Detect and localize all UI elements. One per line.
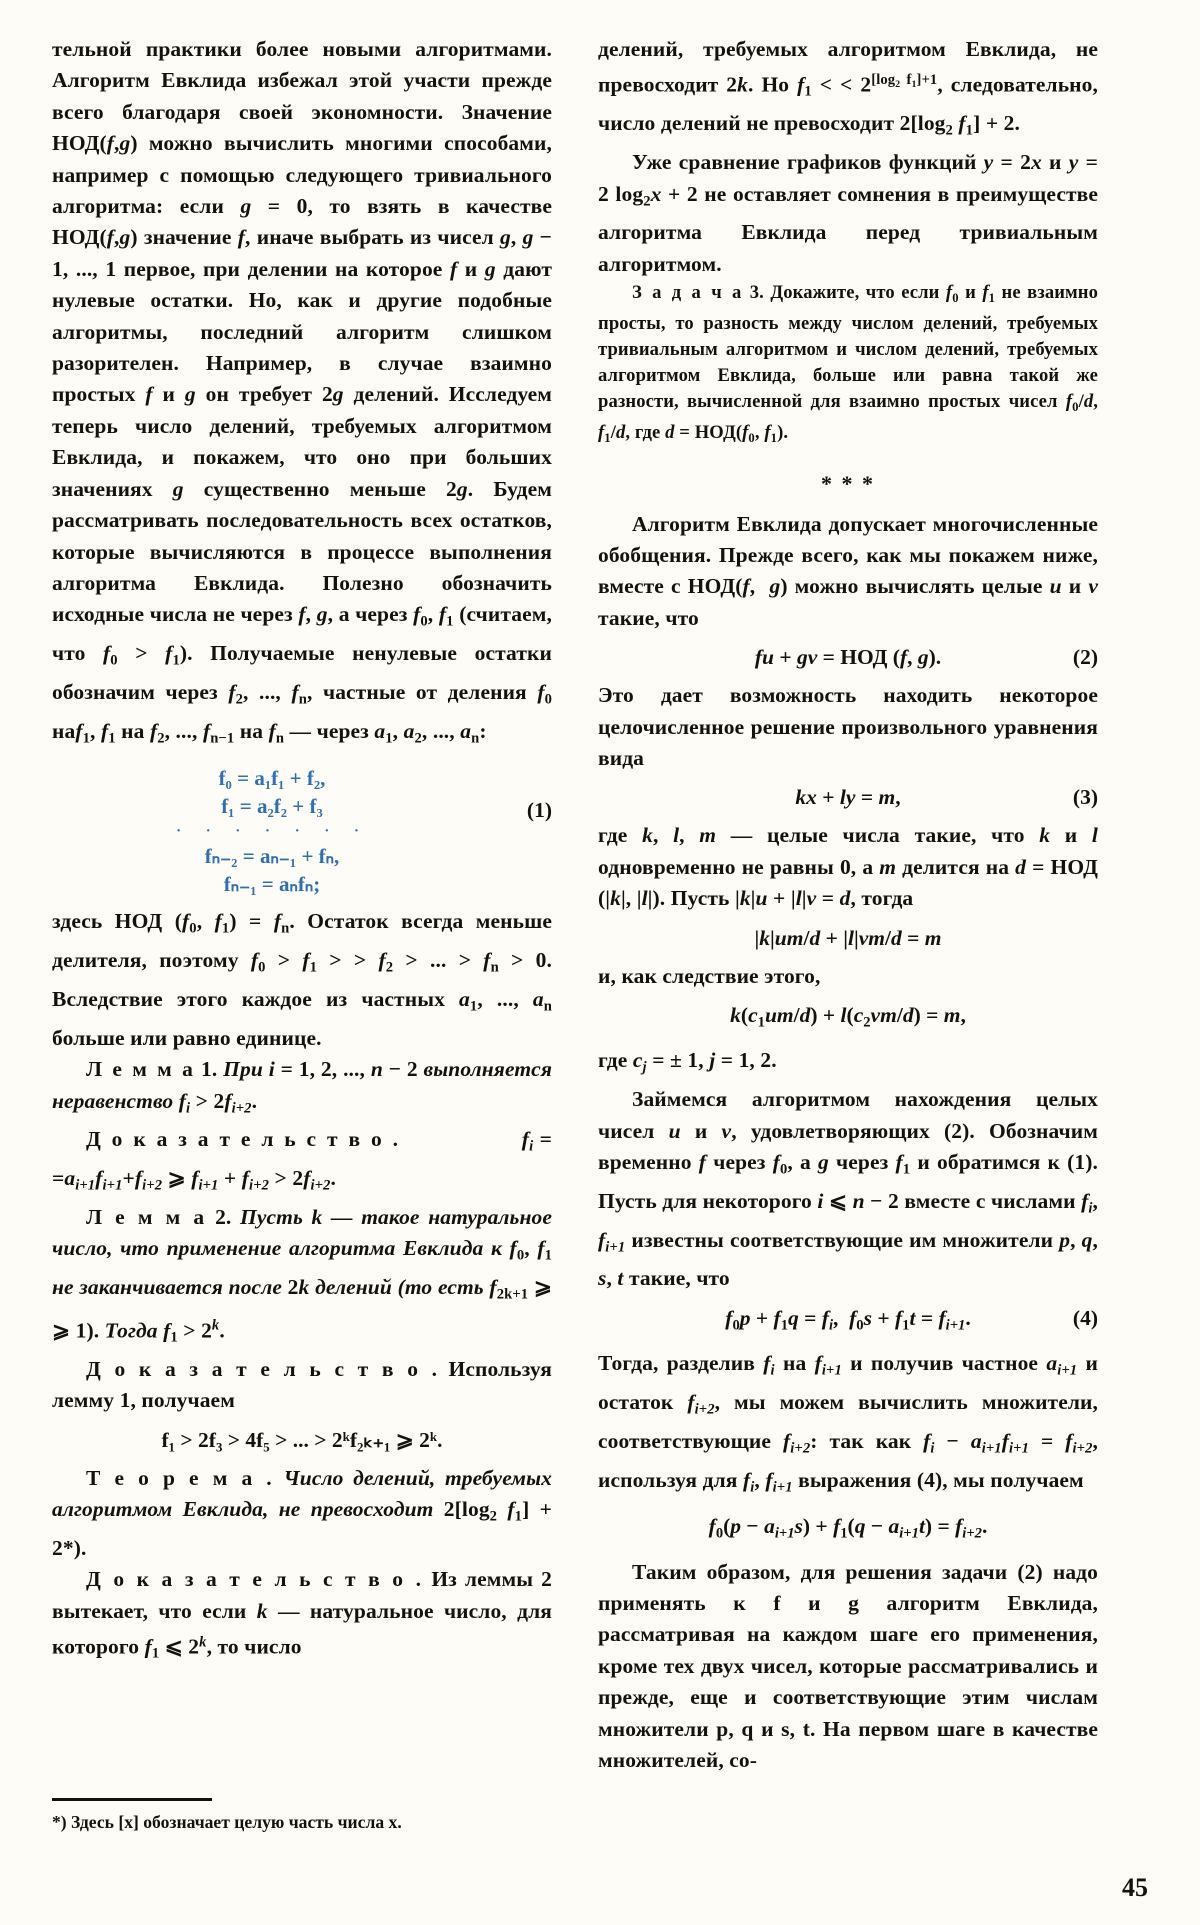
proof-2: Д о к а з а т е л ь с т в о . Используя лемму 1, получаем: [52, 1356, 552, 1413]
proof-3: Д о к а з а т е л ь с т в о . Из леммы 2 вытекает, что если k — натуральное число, для которого $f_1$ ⩽ 2$^k$, то число: [52, 1567, 552, 1662]
left-column: [52, 34, 552, 1834]
equation-line: f₁ = a₂f₂ + f₃: [221, 794, 323, 819]
task-3-label: З а д а ч а: [632, 282, 744, 304]
formula-6: [598, 1302, 1098, 1341]
formula-4-body: |k|um/d + |l|vm/d = m: [754, 925, 942, 950]
proof-3-label: Д о к а з а т е л ь с т в о .: [86, 1567, 424, 1592]
paragraph-graphs: Уже сравнение графиков функций y = 2x и y = 2 $\log_2x + 2$ не оставляет сомнения в преимуществе алгоритма Евклида перед тривиальным алгоритмом.: [598, 150, 1098, 276]
equation-ellipsis: · · · · · · ·: [175, 820, 369, 843]
page-number: 45: [1122, 1873, 1148, 1902]
lemma-1: Л е м м а 1. При i = 1, 2, ..., n − 2 выполняется неравенство $f_i > 2f_{i+2}$.: [52, 1057, 552, 1116]
paragraph-integer-solution: Это дает возможность находить некоторое целочисленное решение произвольного уравнения вида: [598, 683, 1098, 771]
lemma-1-label: Л е м м а: [86, 1057, 196, 1082]
formula-2: [598, 641, 1098, 673]
formula-7: [598, 1510, 1098, 1549]
equation-system-1: [52, 764, 552, 898]
section-separator: * * *: [821, 470, 875, 496]
paragraph-continuation: тельной практики более новыми алгоритмами. Алгоритм Евклида избежал этой участи прежде всего благодаря своей экономности. Значение НОД(f,g) можно вычислить многими способами, например с помощью следующего тривиального алгоритма: если g = 0, то взять в качестве НОД(f,g) значение f, иначе выбрать из чисел g, g − 1, ..., 1 первое, при делении на которое f и g дают нулевые остатки. Но, как и другие подобные алгоритмы, последний алгоритм слишком разорителен. Например, в случае взаимно простых f и g он требует 2g делений. Исследуем теперь число делений, требуемых алгоритмом Евклида, и покажем, что оно при больших значениях g существенно меньше 2g. Будем рассматривать последовательность всех остатков, которые вычисляются в процессе выполнения алгоритма Евклида. Полезно обозначить исходные числа не через f, g, а через $f_0$, $f_1$ (считаем, что $f_0 > f_1$). Получаемые ненулевые остатки обозначим через $f_2$, ..., $f_n$, частные от деления $f_0$ наf$_1$, $f_1$ на $f_2$, ..., $f_{n-1}$ на $f_n$ — через $a_1$, $a_2$, ..., $a_n$:: [52, 37, 553, 747]
formula-7-body: $f_0(p - a_{i+1}s) + f_1(q - a_{i+1}t) = f_{i+2}$.: [708, 1514, 988, 1542]
paragraph-conclusion: Таким образом, для решения задачи (2) надо применять к f и g алгоритм Евклида, рассматривая на каждом шаге его применения, кроме тех двух чисел, которые рассматривались и прежде, еще и соответствующие этим числам множители p, q и s, t. На первом шаге в качестве множителей, со-: [598, 1559, 1098, 1773]
equation-number: (1): [526, 798, 552, 823]
equation-line: fₙ₋₁ = aₙfₙ;: [223, 872, 321, 897]
footnote-rule: [52, 1798, 212, 1801]
formula-2-number: (2): [1072, 645, 1098, 670]
paragraph-cj: где $c_j$ = ± 1, j = 1, 2.: [598, 1048, 777, 1076]
equation-line: f₀ = a₁f₁ + f₂,: [218, 766, 326, 791]
two-column-layout: [52, 34, 1148, 1834]
formula-6-body: $f_0p + f_1q = f_i$, $f_0s + f_1t = f_{i+1}$.: [725, 1305, 971, 1334]
paragraph-conditions: где k, l, m — целые числа такие, что k и l одновременно не равны 0, а m делится на d = НОД (|k|, |l|). Пусть |k|u + |l|v = d, тогда: [598, 823, 1098, 911]
formula-2-body: fu + gv = НОД (f, g).: [754, 645, 942, 670]
formula-5: [598, 999, 1098, 1038]
paragraph-generalizations: Алгоритм Евклида допускает многочисленные обобщения. Прежде всего, как мы покажем ниже, вместе с НОД(f, g) можно вычислять целые u и v такие, что: [598, 511, 1098, 630]
proof-1: Д о к а з а т е л ь с т в о . $f_i = =a_{i+1}f_{i+1}+f_{i+2}$ ⩾ $f_{i+1} + f_{i+2} > 2f_{i+2}$.: [52, 1127, 552, 1194]
formula-4: [598, 922, 1098, 954]
formula-3: [598, 781, 1098, 813]
lemma-2-label: Л е м м а: [86, 1204, 207, 1229]
formula-6-number: (4): [1072, 1305, 1098, 1330]
paragraph-algorithm-search: Займемся алгоритмом нахождения целых чисел u и v, удовлетворяющих (2). Обозначим временно f через $f_0$, а g через $f_1$ и обратимся к (1). Пусть для некоторого i ⩽ n − 2 вместе с числами $f_i$, $f_{i+1}$ известны соответствующие им множители p, q, s, t такие, что: [598, 1087, 1098, 1291]
right-column: [598, 34, 1098, 1834]
task-3: З а д а ч а 3. Докажите, что если $f_0$ и $f_1$ не взаимно просты, то разность между числом делений, требуемых тривиальным алгоритмом и числом делений, требуемых алгоритмом Евклида, больше или равна такой же разности, вычисленной для взаимно простых чисел $f_0/d$, $f_1/d$, где $d = НОД(f_0$, $f_1$).: [598, 282, 1099, 445]
paragraph-consequence: и, как следствие этого,: [598, 963, 821, 988]
lemma-2: Л е м м а 2. Пусть k — такое натуральное число, что применение алгоритма Евклида к $f_0$, $f_1$ не заканчивается после 2k делений (то есть $f_{2k+1}$ ⩾ ⩾ 1). Тогда $f_1 > 2^k$.: [52, 1204, 553, 1346]
footnote-area: [52, 1798, 552, 1834]
paragraph-after-system: здесь НОД ($f_0$, $f_1) = f_n$. Остаток всегда меньше делителя, поэтому $f_0 > f_1$ > > $f_2$ > ... > $f_n > 0$. Вследствие этого каждое из частных $a_1$, ..., $a_n$ больше или равно единице.: [52, 909, 553, 1050]
footnote-text: *) Здесь [x] обозначает целую часть числа x.: [52, 1812, 402, 1832]
proof-2-label: Д о к а з а т е л ь с т в о .: [86, 1356, 440, 1381]
paragraph-continuation-right: делений, требуемых алгоритмом Евклида, не превосходит 2k. Но $f_1$ < < $2^{[log_2 f_1]+1}$, следовательно, число делений не превосходит $2[\log_2$ $f_1] + 2$.: [598, 37, 1098, 139]
proof-1-label: Д о к а з а т е л ь с т в о .: [86, 1127, 401, 1152]
theorem: Т е о р е м а . Число делений, требуемых алгоритмом Евклида, не превосходит $2[\log_2$ $f_1] + 2*$).: [52, 1465, 552, 1560]
theorem-label: Т е о р е м а .: [86, 1465, 274, 1490]
formula-3-number: (3): [1072, 785, 1098, 810]
formula-5-body: $k(c_1um/d) + l(c_2vm/d) = m$,: [730, 1003, 966, 1031]
paragraph-division-step: Тогда, разделив $f_i$ на $f_{i+1}$ и получив частное $a_{i+1}$ и остаток $f_{i+2}$, мы можем вычислить множители, соответствующие $f_{i+2}$: так как $f_i - a_{i+1}f_{i+1} = f_{i+2}$, используя для $f_i$, $f_{i+1}$ выражения (4), мы получаем: [598, 1351, 1098, 1495]
equation-line: fₙ₋₂ = aₙ₋₁ + fₙ,: [204, 844, 340, 869]
formula-chain: f₁ > 2f₃ > 4f₅ > ... > 2ᵏf₂ₖ₊₁ ⩾ 2ᵏ.: [161, 1427, 443, 1452]
formula-3-body: kx + ly = m,: [795, 785, 901, 810]
